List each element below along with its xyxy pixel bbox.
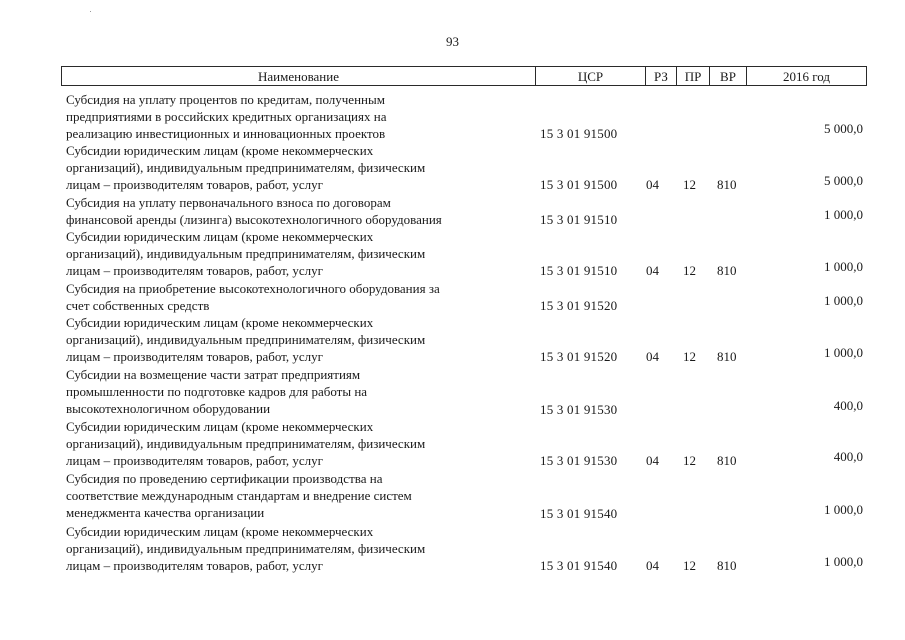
row-vr: 810 <box>717 453 737 468</box>
row-vr: 810 <box>717 263 737 278</box>
row-name-line: Субсидия по проведению сертификации производства на <box>66 471 383 486</box>
column-header-rz: РЗ <box>645 67 676 85</box>
row-amount: 1 000,0 <box>824 207 863 222</box>
column-header-year: 2016 год <box>746 67 866 85</box>
row-pr: 12 <box>683 177 696 192</box>
column-header-pr: ПР <box>676 67 709 85</box>
row-name-line: организаций), индивидуальным предпринимателям, физическим <box>66 245 426 261</box>
row-pr: 12 <box>683 263 696 278</box>
row-name-line: Субсидия на уплату первоначального взноса по договорам <box>66 195 391 210</box>
row-name-line: предприятиями в российских кредитных организациях на <box>66 108 387 124</box>
row-name-line: Субсидия на уплату процентов по кредитам, полученным <box>66 92 385 107</box>
row-name-line: лицам – производителям товаров, работ, услуг <box>66 262 323 278</box>
row-name <box>66 92 528 142</box>
row-pr: 12 <box>683 453 696 468</box>
row-name-line: лицам – производителям товаров, работ, услуг <box>66 176 323 192</box>
row-name-line: лицам – производителям товаров, работ, услуг <box>66 452 323 468</box>
row-amount: 1 000,0 <box>824 293 863 308</box>
row-csr: 15 3 01 91510 <box>540 212 618 227</box>
row-amount: 1 000,0 <box>824 259 863 274</box>
row-name-line: высокотехнологичном оборудовании <box>66 400 271 416</box>
row-name-line: соответствие международным стандартам и внедрение систем <box>66 487 412 503</box>
row-name-line: Субсидия на приобретение высокотехнологичного оборудования за <box>66 281 440 296</box>
row-csr: 15 3 01 91500 <box>540 126 618 141</box>
row-amount: 400,0 <box>833 449 863 464</box>
row-name <box>66 367 528 417</box>
row-name <box>66 471 528 521</box>
row-amount: 400,0 <box>833 398 863 413</box>
row-name <box>66 315 528 365</box>
row-name <box>66 419 528 469</box>
row-name-line: промышленности по подготовке кадров для работы на <box>66 383 368 399</box>
row-amount: 1 000,0 <box>824 345 863 360</box>
row-name-line: организаций), индивидуальным предпринимателям, физическим <box>66 540 426 556</box>
page-number: 93 <box>446 34 459 49</box>
row-name-line: Субсидии юридическим лицам (кроме некоммерческих <box>66 419 374 434</box>
row-pr: 12 <box>683 349 696 364</box>
row-amount: 5 000,0 <box>824 173 863 188</box>
row-rz: 04 <box>646 349 659 364</box>
row-name-line: Субсидии юридическим лицам (кроме некоммерческих <box>66 524 374 539</box>
row-name-line: менеджмента качества организации <box>66 504 265 520</box>
row-vr: 810 <box>717 558 737 573</box>
row-amount: 1 000,0 <box>824 502 863 517</box>
row-name-line: лицам – производителям товаров, работ, услуг <box>66 557 323 573</box>
row-pr: 12 <box>683 558 696 573</box>
row-rz: 04 <box>646 177 659 192</box>
row-csr: 15 3 01 91520 <box>540 349 618 364</box>
row-name <box>66 281 528 315</box>
row-name-line: организаций), индивидуальным предпринимателям, физическим <box>66 159 426 175</box>
row-name <box>66 195 528 229</box>
row-csr: 15 3 01 91510 <box>540 263 618 278</box>
column-header-vr: ВР <box>709 67 746 85</box>
row-name-line: реализацию инвестиционных и инновационных проектов <box>66 125 386 141</box>
row-rz: 04 <box>646 453 659 468</box>
column-header-csr: ЦСР <box>535 67 645 85</box>
row-csr: 15 3 01 91500 <box>540 177 618 192</box>
row-amount: 5 000,0 <box>824 121 863 136</box>
row-name-line: Субсидии юридическим лицам (кроме некоммерческих <box>66 143 374 158</box>
row-rz: 04 <box>646 558 659 573</box>
row-name-line: организаций), индивидуальным предпринимателям, физическим <box>66 435 426 451</box>
row-csr: 15 3 01 91540 <box>540 506 618 521</box>
row-rz: 04 <box>646 263 659 278</box>
column-header-name: Наименование <box>258 69 339 84</box>
row-name-line: финансовой аренды (лизинга) высокотехнологичного оборудования <box>66 211 442 227</box>
row-amount: 1 000,0 <box>824 554 863 569</box>
row-name-line: организаций), индивидуальным предпринимателям, физическим <box>66 331 426 347</box>
row-name-line: счет собственных средств <box>66 297 210 313</box>
row-csr: 15 3 01 91530 <box>540 402 618 417</box>
row-name <box>66 524 528 574</box>
row-name-line: Субсидии юридическим лицам (кроме некоммерческих <box>66 229 374 244</box>
row-csr: 15 3 01 91540 <box>540 558 618 573</box>
row-vr: 810 <box>717 349 737 364</box>
row-name-line: лицам – производителям товаров, работ, услуг <box>66 348 323 364</box>
row-name <box>66 143 528 193</box>
row-csr: 15 3 01 91520 <box>540 298 618 313</box>
row-name <box>66 229 528 279</box>
row-name-line: Субсидии юридическим лицам (кроме некоммерческих <box>66 315 374 330</box>
row-vr: 810 <box>717 177 737 192</box>
row-name-line: Субсидии на возмещение части затрат предприятиям <box>66 367 361 382</box>
row-csr: 15 3 01 91530 <box>540 453 618 468</box>
